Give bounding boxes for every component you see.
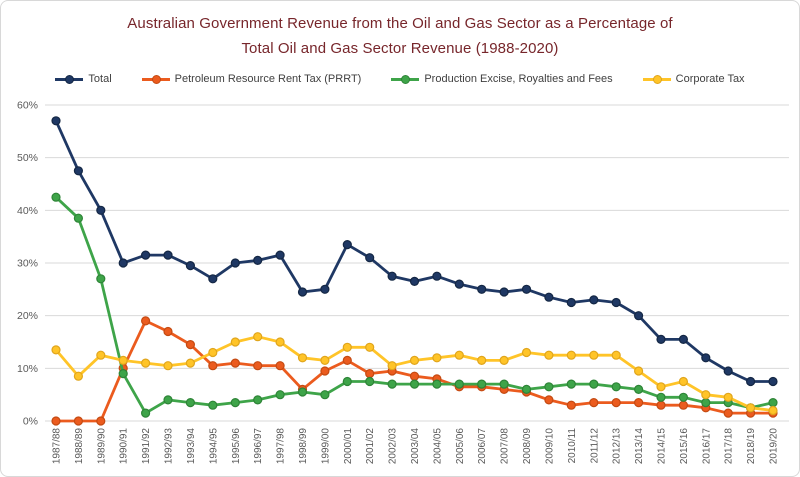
data-point-marker — [343, 356, 351, 364]
data-point-marker — [567, 299, 575, 307]
data-point-marker — [679, 401, 687, 409]
data-point-marker — [321, 391, 329, 399]
data-point-marker — [679, 378, 687, 386]
data-point-marker — [97, 206, 105, 214]
data-point-marker — [679, 335, 687, 343]
series-line-total — [56, 121, 773, 382]
data-point-marker — [164, 362, 172, 370]
data-point-marker — [186, 359, 194, 367]
data-point-marker — [299, 388, 307, 396]
data-point-marker — [142, 359, 150, 367]
data-point-marker — [679, 393, 687, 401]
data-point-marker — [567, 380, 575, 388]
data-point-marker — [635, 399, 643, 407]
data-point-marker — [635, 312, 643, 320]
data-point-marker — [702, 391, 710, 399]
data-point-marker — [231, 338, 239, 346]
data-point-marker — [97, 417, 105, 425]
data-point-marker — [411, 372, 419, 380]
data-point-marker — [523, 285, 531, 293]
data-point-marker — [724, 367, 732, 375]
data-point-marker — [276, 362, 284, 370]
x-tick-label: 2010/11 — [566, 428, 578, 464]
data-point-marker — [254, 333, 262, 341]
data-point-marker — [478, 380, 486, 388]
x-tick-label: 1992/93 — [163, 428, 175, 465]
x-tick-label: 2017/18 — [723, 428, 735, 465]
data-point-marker — [612, 299, 620, 307]
x-tick-label: 2004/05 — [432, 428, 444, 465]
data-point-marker — [769, 407, 777, 415]
data-point-marker — [545, 396, 553, 404]
y-tick-label: 0% — [22, 415, 38, 428]
data-point-marker — [52, 417, 60, 425]
data-point-marker — [411, 380, 419, 388]
data-point-marker — [747, 378, 755, 386]
data-point-marker — [433, 380, 441, 388]
data-point-marker — [299, 354, 307, 362]
data-point-marker — [747, 404, 755, 412]
x-tick-label: 1997/98 — [275, 428, 287, 465]
x-tick-label: 2000/01 — [342, 428, 354, 465]
data-point-marker — [500, 288, 508, 296]
data-point-marker — [366, 370, 374, 378]
data-point-marker — [724, 409, 732, 417]
data-point-marker — [545, 351, 553, 359]
x-tick-label: 2018/19 — [746, 428, 758, 465]
x-tick-label: 2005/06 — [454, 428, 466, 465]
x-tick-label: 1998/99 — [297, 428, 309, 465]
data-point-marker — [119, 370, 127, 378]
data-point-marker — [74, 372, 82, 380]
data-point-marker — [186, 399, 194, 407]
data-point-marker — [769, 378, 777, 386]
chart-title-line2: Total Oil and Gas Sector Revenue (1988-2020) — [241, 40, 559, 57]
data-point-marker — [142, 251, 150, 259]
x-tick-label: 2007/08 — [499, 428, 511, 465]
y-tick-label: 20% — [16, 310, 38, 323]
data-point-marker — [52, 346, 60, 354]
data-point-marker — [52, 193, 60, 201]
data-point-marker — [254, 362, 262, 370]
data-point-marker — [411, 356, 419, 364]
data-point-marker — [635, 385, 643, 393]
legend-label: Total — [88, 73, 112, 85]
data-point-marker — [567, 401, 575, 409]
chart-title-line1: Australian Government Revenue from the Oil and Gas Sector as a Percentage of — [127, 15, 673, 32]
data-point-marker — [657, 401, 665, 409]
data-point-marker — [186, 341, 194, 349]
data-point-marker — [411, 277, 419, 285]
data-point-marker — [231, 259, 239, 267]
data-point-marker — [142, 317, 150, 325]
data-point-marker — [657, 335, 665, 343]
x-tick-label: 2001/02 — [365, 428, 377, 465]
data-point-marker — [388, 272, 396, 280]
data-point-marker — [231, 399, 239, 407]
data-point-marker — [702, 354, 710, 362]
x-tick-label: 2006/07 — [477, 428, 489, 465]
x-tick-label: 2016/17 — [701, 428, 713, 465]
data-point-marker — [209, 349, 217, 357]
x-tick-label: 2003/04 — [410, 428, 421, 465]
data-point-marker — [276, 251, 284, 259]
y-tick-label: 30% — [16, 257, 38, 270]
data-point-marker — [74, 214, 82, 222]
x-tick-label: 1995/96 — [230, 428, 242, 465]
data-point-marker — [366, 343, 374, 351]
data-point-marker — [209, 275, 217, 283]
y-tick-label: 50% — [16, 152, 38, 165]
legend-label: Corporate Tax — [675, 73, 745, 85]
data-point-marker — [164, 251, 172, 259]
data-point-marker — [388, 380, 396, 388]
y-tick-label: 60% — [16, 99, 38, 112]
data-point-marker — [523, 349, 531, 357]
x-tick-label: 1994/95 — [208, 428, 220, 465]
plot-svg — [1, 1, 799, 476]
data-point-marker — [254, 256, 262, 264]
data-point-marker — [455, 351, 463, 359]
x-tick-label: 1989/90 — [96, 428, 108, 465]
data-point-marker — [74, 417, 82, 425]
data-point-marker — [119, 356, 127, 364]
data-point-marker — [545, 293, 553, 301]
x-tick-label: 1993/94 — [185, 428, 197, 465]
data-point-marker — [455, 280, 463, 288]
data-point-marker — [612, 351, 620, 359]
data-point-marker — [590, 399, 598, 407]
data-point-marker — [433, 272, 441, 280]
legend-label: Production Excise, Royalties and Fees — [424, 73, 613, 85]
x-tick-label: 2009/10 — [544, 428, 556, 465]
data-point-marker — [209, 401, 217, 409]
data-point-marker — [343, 343, 351, 351]
data-point-marker — [657, 383, 665, 391]
data-point-marker — [769, 399, 777, 407]
data-point-marker — [545, 383, 553, 391]
data-point-marker — [276, 338, 284, 346]
x-tick-label: 2014/15 — [656, 428, 668, 465]
data-point-marker — [612, 399, 620, 407]
data-point-marker — [388, 362, 396, 370]
data-point-marker — [164, 396, 172, 404]
data-point-marker — [142, 409, 150, 417]
data-point-marker — [97, 351, 105, 359]
data-point-marker — [209, 362, 217, 370]
data-point-marker — [343, 241, 351, 249]
x-tick-label: 2002/03 — [387, 428, 399, 465]
x-tick-label: 1987/88 — [51, 428, 63, 465]
data-point-marker — [455, 380, 463, 388]
data-point-marker — [164, 328, 172, 336]
x-tick-label: 2013/14 — [634, 428, 646, 465]
data-point-marker — [52, 117, 60, 125]
data-point-marker — [635, 367, 643, 375]
x-tick-label: 1996/97 — [253, 428, 265, 465]
y-tick-label: 40% — [16, 204, 38, 217]
data-point-marker — [299, 288, 307, 296]
data-point-marker — [74, 167, 82, 175]
data-point-marker — [276, 391, 284, 399]
data-point-marker — [500, 380, 508, 388]
data-point-marker — [657, 393, 665, 401]
data-point-marker — [478, 356, 486, 364]
data-point-marker — [702, 399, 710, 407]
data-point-marker — [567, 351, 575, 359]
data-point-marker — [590, 351, 598, 359]
y-tick-label: 10% — [16, 362, 38, 375]
data-point-marker — [590, 380, 598, 388]
x-tick-label: 1990/91 — [118, 428, 130, 465]
data-point-marker — [366, 378, 374, 386]
data-point-marker — [724, 393, 732, 401]
x-tick-label: 2019/20 — [768, 428, 780, 465]
legend-label: Petroleum Resource Rent Tax (PRRT) — [174, 73, 362, 85]
data-point-marker — [612, 383, 620, 391]
data-point-marker — [343, 378, 351, 386]
data-point-marker — [231, 359, 239, 367]
x-tick-label: 2015/16 — [678, 428, 690, 465]
x-tick-label: 1999/00 — [320, 428, 332, 465]
data-point-marker — [321, 367, 329, 375]
data-point-marker — [478, 285, 486, 293]
x-tick-label: 2008/09 — [522, 428, 534, 465]
data-point-marker — [97, 275, 105, 283]
data-point-marker — [186, 262, 194, 270]
data-point-marker — [433, 354, 441, 362]
data-point-marker — [321, 285, 329, 293]
data-point-marker — [500, 356, 508, 364]
x-tick-label: 2012/13 — [611, 428, 623, 465]
data-point-marker — [523, 385, 531, 393]
data-point-marker — [119, 259, 127, 267]
data-point-marker — [366, 254, 374, 262]
x-tick-label: 1988/89 — [73, 428, 85, 465]
x-tick-label: 2011/12 — [589, 428, 601, 464]
data-point-marker — [321, 356, 329, 364]
x-tick-label: 1991/92 — [141, 428, 153, 465]
data-point-marker — [590, 296, 598, 304]
data-point-marker — [254, 396, 262, 404]
